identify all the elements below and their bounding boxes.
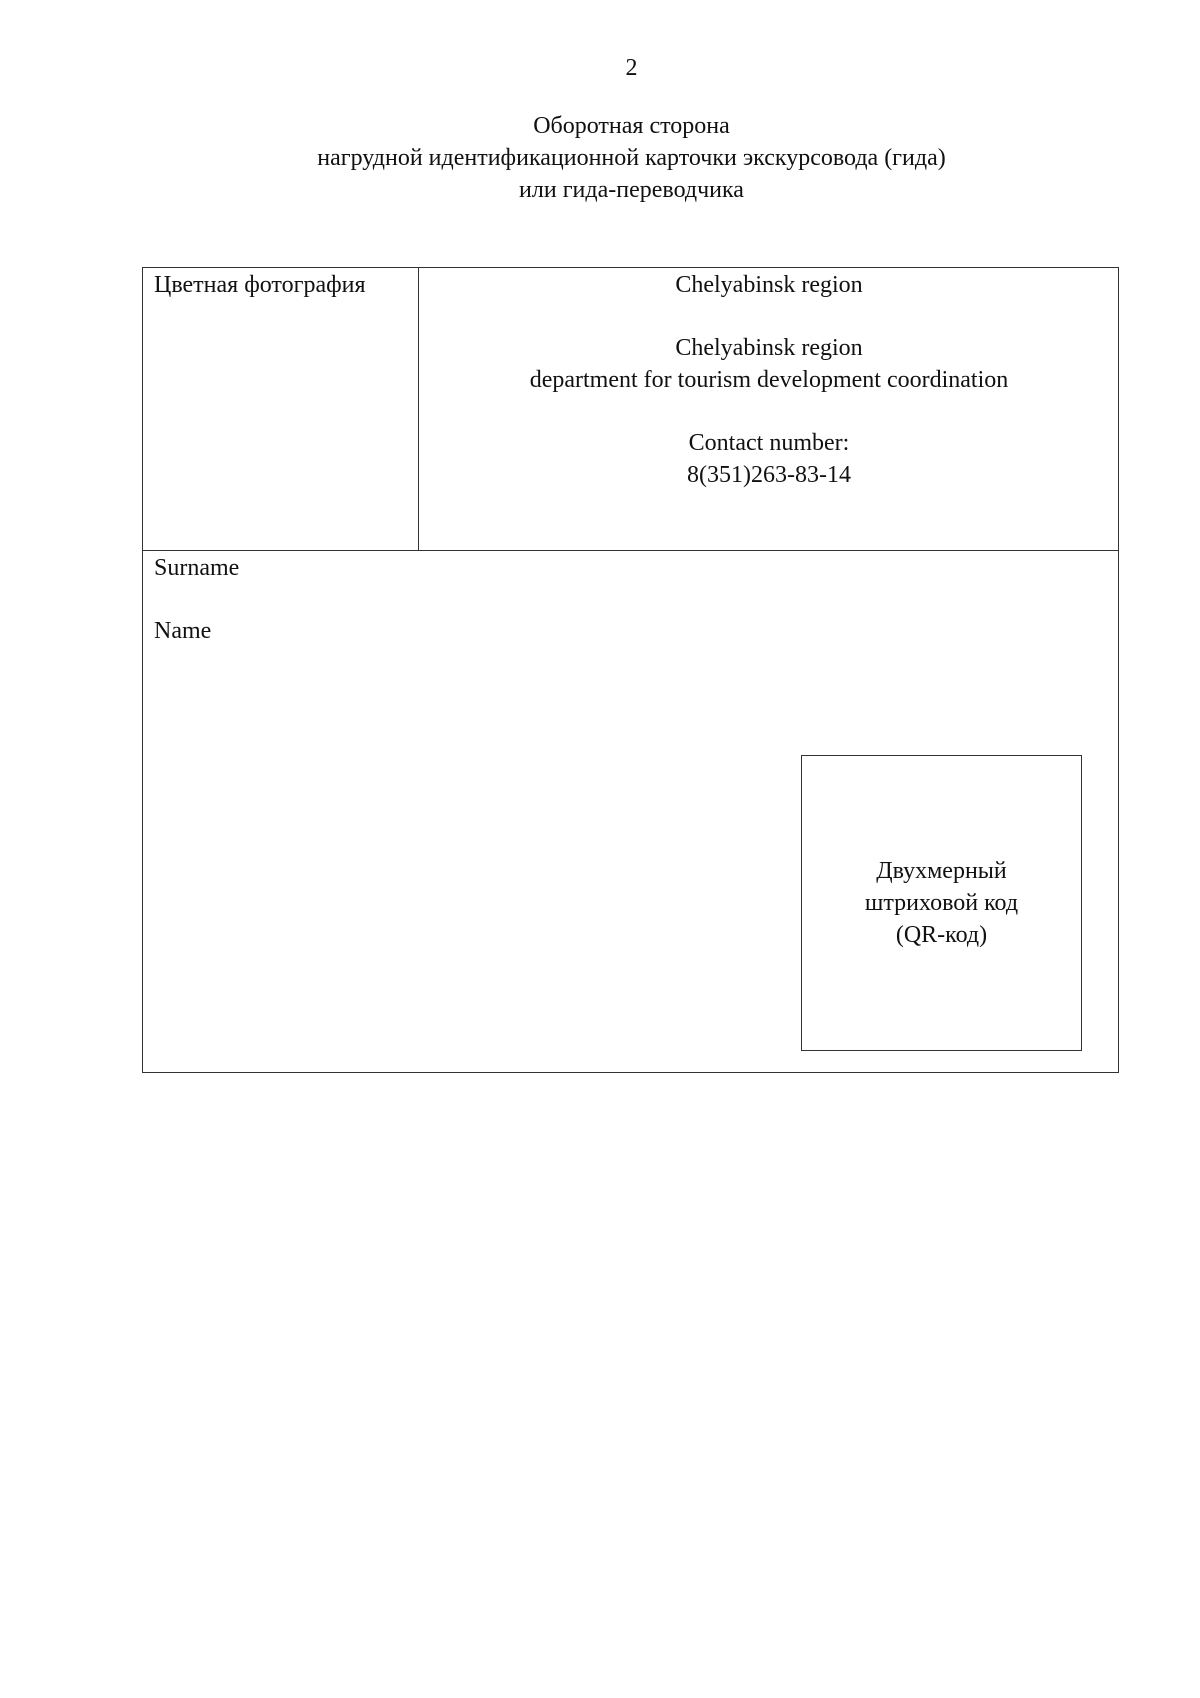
holder-details-area (143, 551, 1119, 1073)
qr-label-line-3: (QR-код) (895, 922, 988, 948)
heading-line-1: Оборотная сторона (533, 113, 730, 139)
id-card-back-layout (142, 267, 1119, 1073)
qr-label-line-2: штриховой код (864, 890, 1019, 916)
photo-placeholder-cell (143, 268, 419, 551)
photo-placeholder-label: Цветная фотография (154, 272, 366, 298)
contact-label: Contact number: (688, 430, 850, 456)
department-line-1: Chelyabinsk region (675, 335, 863, 361)
region-title: Chelyabinsk region (675, 272, 863, 298)
qr-code-label (865, 855, 1018, 951)
surname-label: Surname (154, 555, 240, 581)
organization-info-cell (419, 268, 1119, 551)
contact-block (419, 427, 1119, 491)
contact-number: 8(351)263-83-14 (687, 462, 851, 488)
qr-code-placeholder (801, 755, 1082, 1051)
name-label: Name (154, 618, 212, 644)
document-heading (0, 110, 1200, 206)
department-line-2: department for tourism development coordination (529, 367, 1009, 393)
heading-line-2: нагрудной идентификационной карточки экскурсовода (гида) (317, 145, 946, 171)
department-block (419, 332, 1119, 396)
region-title-block (419, 269, 1119, 301)
heading-line-3: или гида-переводчика (519, 177, 744, 203)
qr-label-line-1: Двухмерный (876, 858, 1007, 884)
page-number: 2 (625, 55, 638, 81)
